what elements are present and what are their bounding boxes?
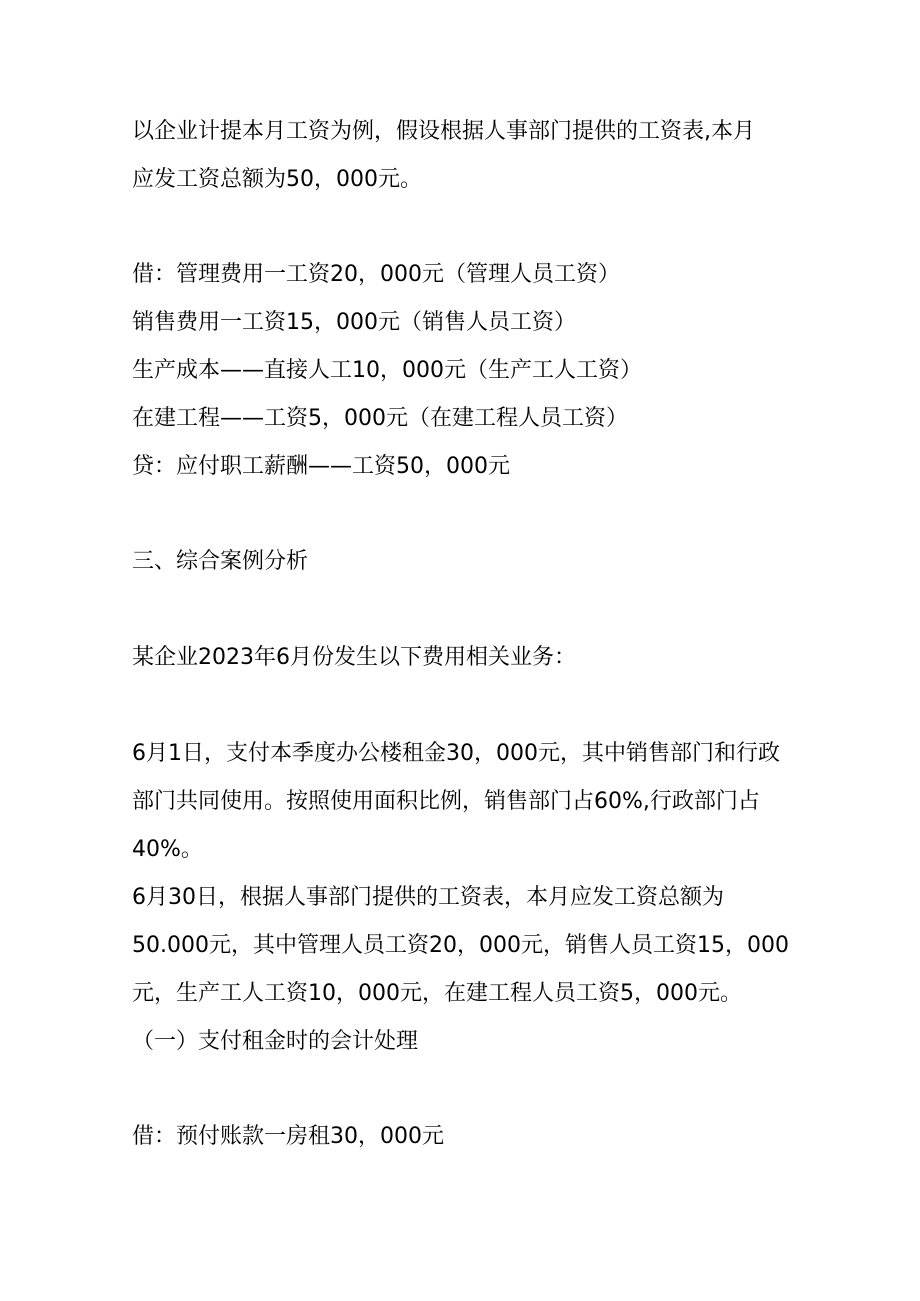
section-heading: 三、综合案例分析 — [132, 549, 309, 574]
journal-entry-line: 贷：应付职工薪酬——工资50，000元 — [132, 454, 510, 479]
journal-entry-line: 销售费用一工资15，000元（销售人员工资） — [132, 310, 576, 335]
journal-entry-line: 在建工程——工资5，000元（在建工程人员工资） — [132, 406, 628, 431]
case-item-2-line: 元，生产工人工资10，000元，在建工程人员工资5，000元。 — [132, 981, 742, 1006]
case-item-2-line: 50.000元，其中管理人员工资20，000元，销售人员工资15，000 — [132, 933, 789, 958]
intro-line-2: 应发工资总额为50，000元。 — [132, 167, 422, 192]
journal-entry-line: 借：管理费用一工资20，000元（管理人员工资） — [132, 262, 620, 287]
case-item-1-line: 40%。 — [132, 837, 203, 862]
case-item-2-line: 6月30日，根据人事部门提供的工资表，本月应发工资总额为 — [132, 885, 724, 910]
journal-entry-line: 生产成本——直接人工10，000元（生产工人工资） — [132, 358, 642, 383]
case-item-1-line: 部门共同使用。按照使用面积比例，销售部门占60%,行政部门占 — [132, 789, 760, 814]
journal-entry-line: 借：预付账款一房租30，000元 — [132, 1124, 444, 1149]
case-intro: 某企业2023年6月份发生以下费用相关业务： — [132, 645, 576, 670]
intro-line-1: 以企业计提本月工资为例，假设根据人事部门提供的工资表,本月 — [132, 119, 755, 144]
case-item-1-line: 6月1日，支付本季度办公楼租金30，000元，其中销售部门和行政 — [132, 741, 780, 766]
subsection-heading: （一）支付租金时的会计处理 — [132, 1029, 419, 1054]
